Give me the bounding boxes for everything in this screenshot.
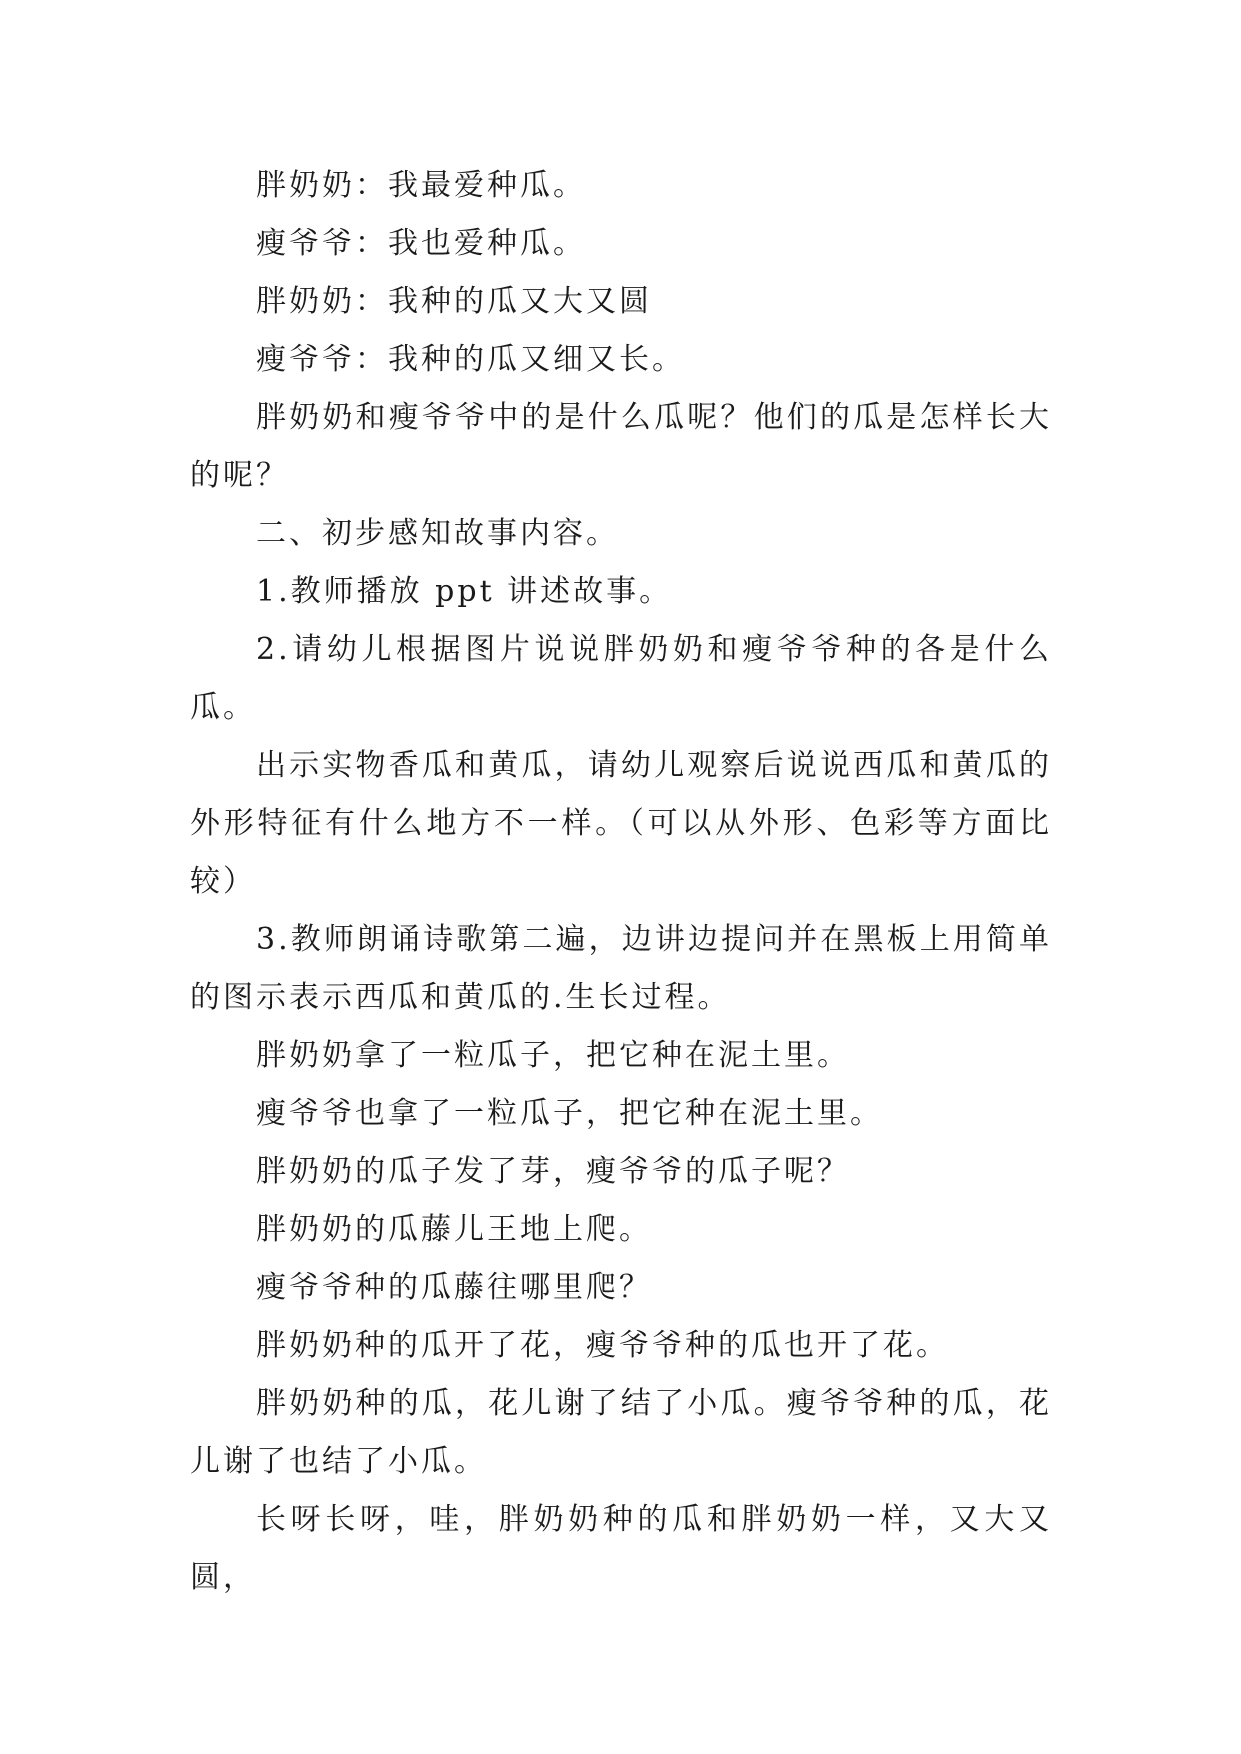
paragraph: 胖奶奶和瘦爷爷中的是什么瓜呢？他们的瓜是怎样长大的呢？ <box>190 400 1052 493</box>
paragraph: 1.教师播放 ppt 讲述故事。 <box>256 574 673 609</box>
paragraph: 瘦爷爷也拿了一粒瓜子，把它种在泥土里。 <box>256 1096 883 1131</box>
paragraph: 胖奶奶种的瓜，花儿谢了结了小瓜。瘦爷爷种的瓜，花儿谢了也结了小瓜。 <box>190 1386 1052 1479</box>
paragraph: 2.请幼儿根据图片说说胖奶奶和瘦爷爷种的各是什么瓜。 <box>190 632 1052 725</box>
paragraph: 胖奶奶：我种的瓜又大又圆 <box>256 284 652 319</box>
paragraph: 胖奶奶：我最爱种瓜。 <box>256 168 586 203</box>
paragraph: 瘦爷爷：我也爱种瓜。 <box>256 226 586 261</box>
paragraph: 胖奶奶的瓜藤儿王地上爬。 <box>256 1212 652 1247</box>
paragraph: 3.教师朗诵诗歌第二遍，边讲边提问并在黑板上用简单的图示表示西瓜和黄瓜的.生长过程。 <box>190 922 1052 1015</box>
paragraph: 胖奶奶的瓜子发了芽，瘦爷爷的瓜子呢？ <box>256 1154 850 1189</box>
paragraph: 瘦爷爷种的瓜藤往哪里爬？ <box>256 1270 652 1305</box>
paragraph: 胖奶奶种的瓜开了花，瘦爷爷种的瓜也开了花。 <box>256 1328 949 1363</box>
paragraph: 长呀长呀，哇，胖奶奶种的瓜和胖奶奶一样，又大又圆， <box>190 1502 1052 1595</box>
paragraph: 出示实物香瓜和黄瓜，请幼儿观察后说说西瓜和黄瓜的外形特征有什么地方不一样。（可以从外形、色彩等方面比较） <box>190 748 1052 899</box>
section-heading: 二、初步感知故事内容。 <box>256 516 619 551</box>
paragraph: 胖奶奶拿了一粒瓜子，把它种在泥土里。 <box>256 1038 850 1073</box>
paragraph: 瘦爷爷：我种的瓜又细又长。 <box>256 342 685 377</box>
document-body <box>190 157 1052 1607</box>
